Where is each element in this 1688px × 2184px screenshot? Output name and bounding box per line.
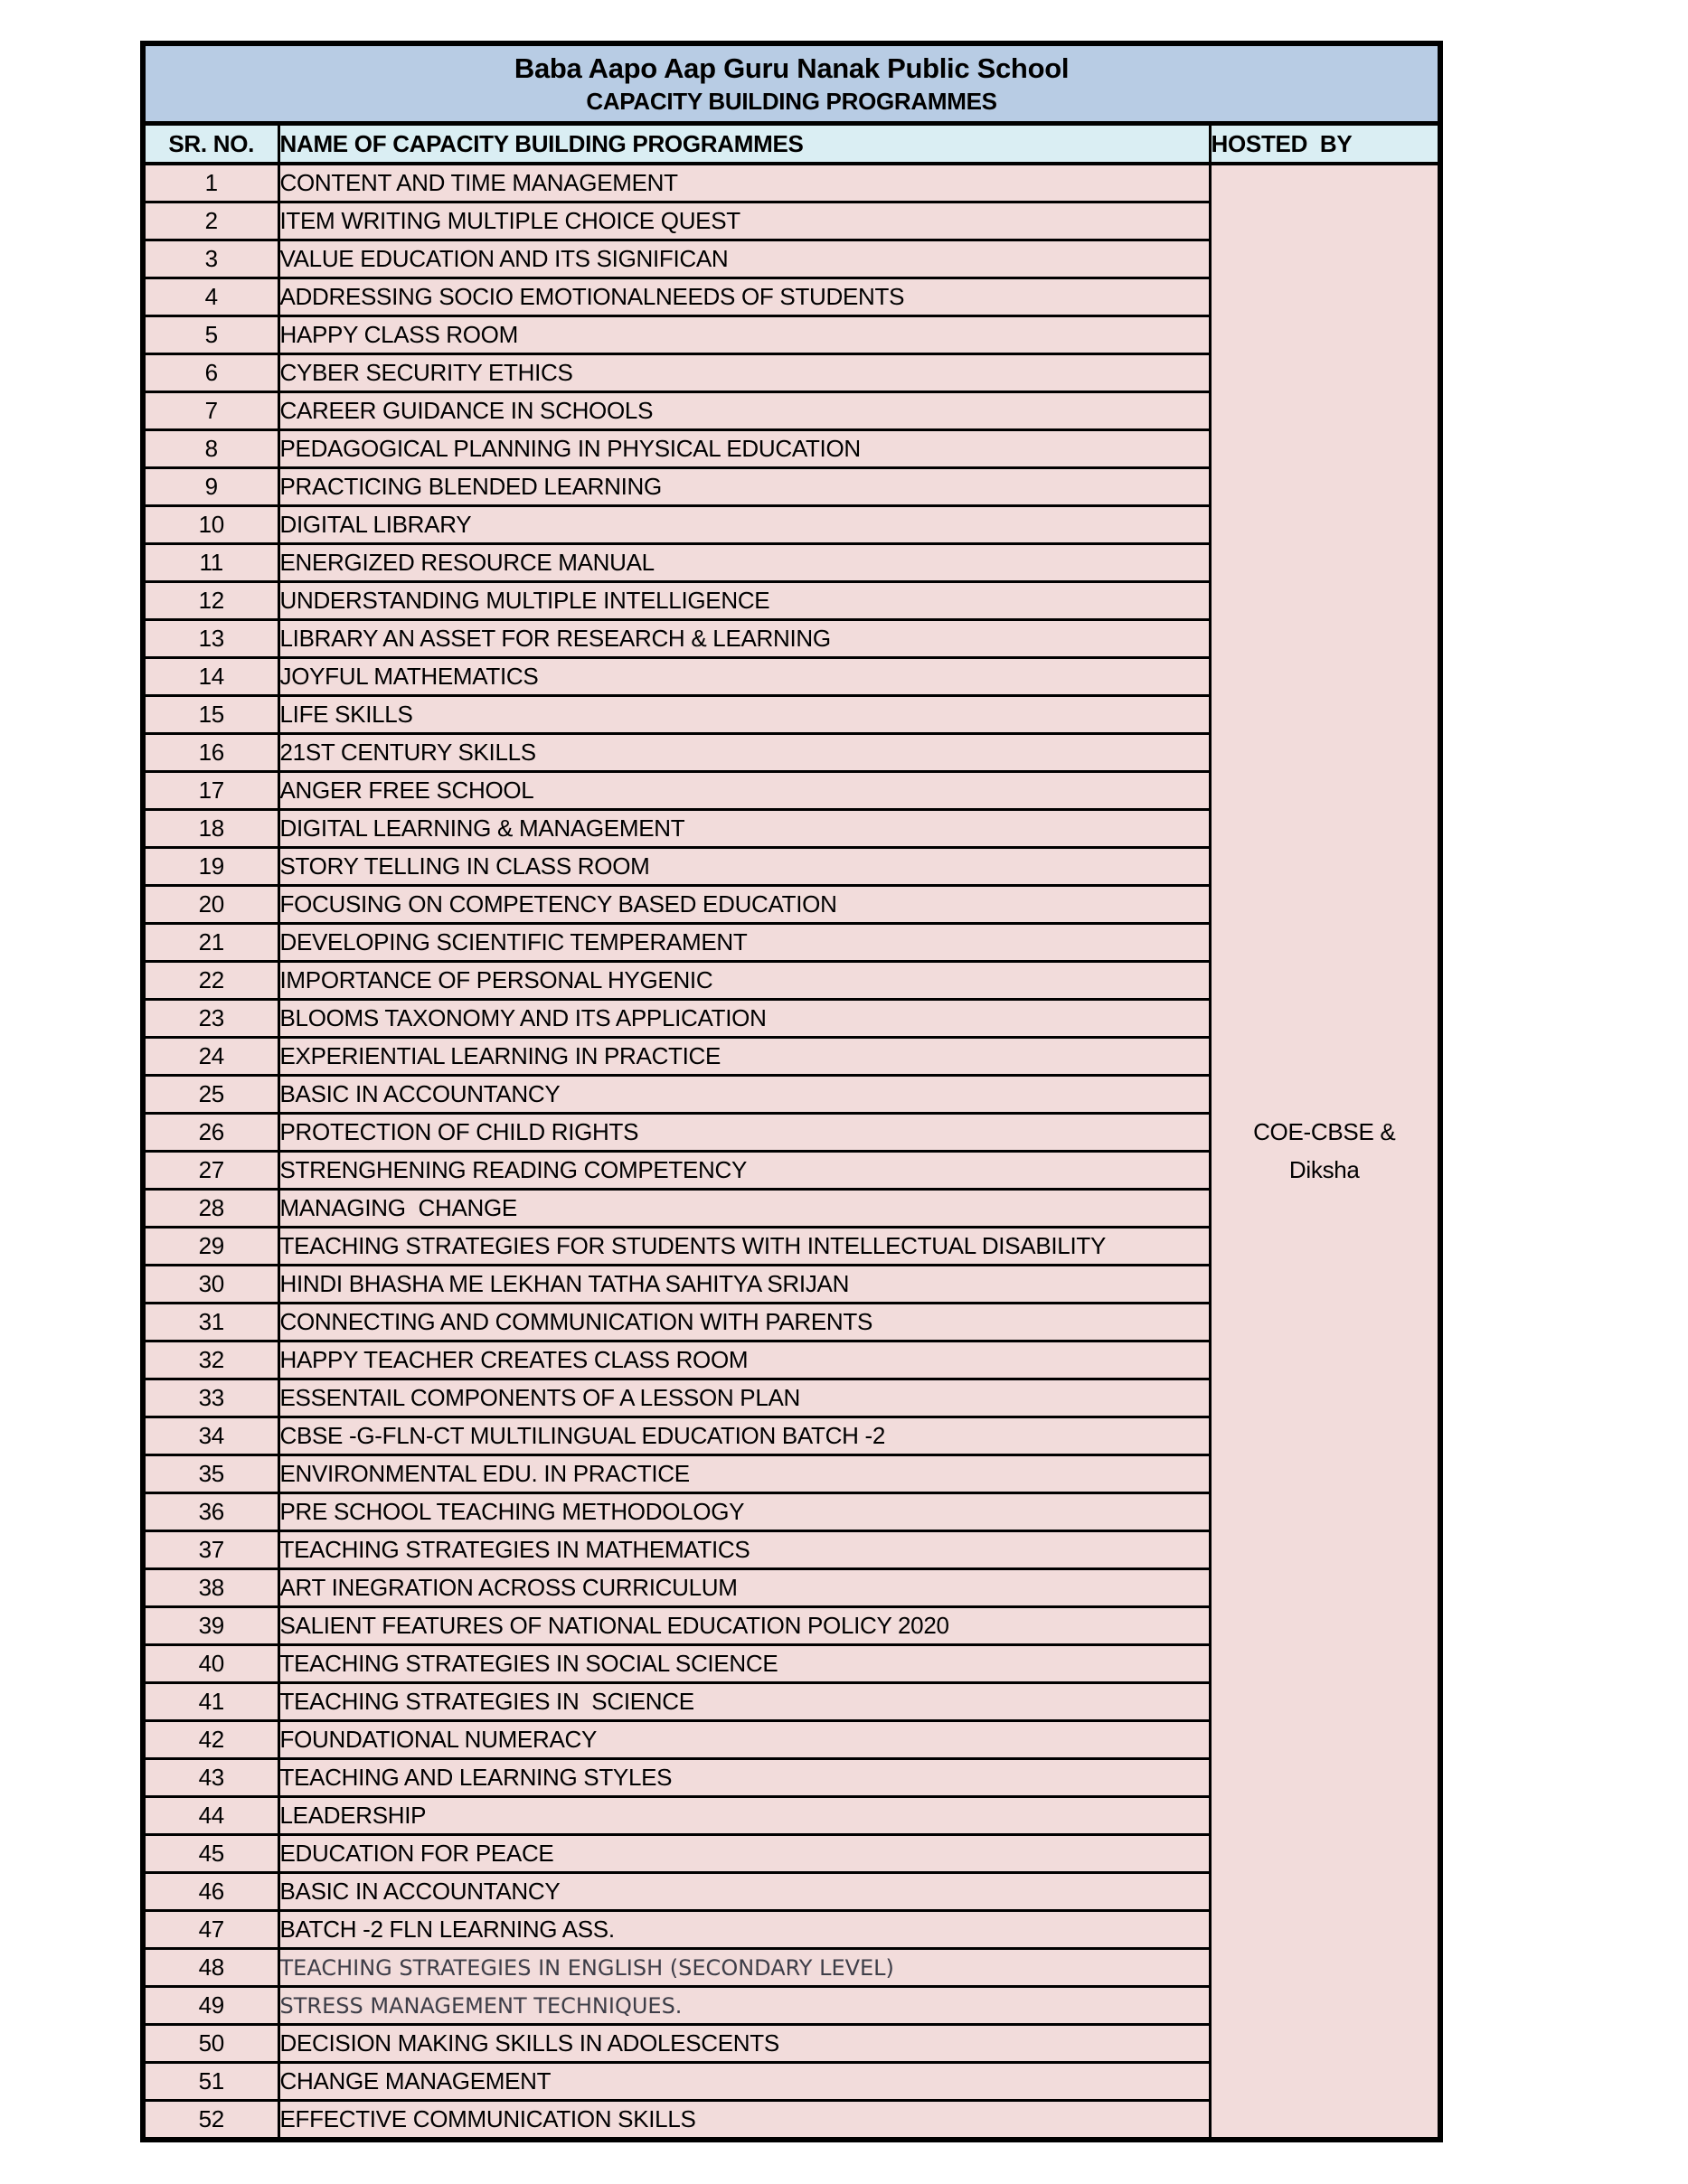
programme-name-cell: TEACHING STRATEGIES IN SCIENCE — [278, 1683, 1210, 1721]
programme-name-cell: ART INEGRATION ACROSS CURRICULUM — [278, 1569, 1210, 1607]
sr-no-cell: 5 — [143, 316, 278, 354]
sr-no-cell: 24 — [143, 1038, 278, 1076]
hosted-by-line1: COE-CBSE & — [1253, 1117, 1396, 1145]
programme-name-cell: MANAGING CHANGE — [278, 1190, 1210, 1228]
sr-no-cell: 43 — [143, 1759, 278, 1797]
programme-name-cell: STRENGHENING READING COMPETENCY — [278, 1152, 1210, 1190]
column-header-programme-name: NAME OF CAPACITY BUILDING PROGRAMMES — [278, 124, 1210, 165]
sr-no-cell: 25 — [143, 1076, 278, 1114]
sr-no-cell: 38 — [143, 1569, 278, 1607]
sr-no-cell: 3 — [143, 240, 278, 278]
column-header-sr-no: SR. NO. — [143, 124, 278, 165]
programme-name-cell: EDUCATION FOR PEACE — [278, 1835, 1210, 1873]
programme-name-cell: TEACHING STRATEGIES FOR STUDENTS WITH INTELLECTUAL DISABILITY — [278, 1228, 1210, 1266]
sr-no-cell: 11 — [143, 544, 278, 582]
programme-name-cell: HINDI BHASHA ME LEKHAN TATHA SAHITYA SRIJAN — [278, 1266, 1210, 1304]
sr-no-cell: 34 — [143, 1417, 278, 1455]
sr-no-cell: 12 — [143, 582, 278, 620]
sr-no-cell: 4 — [143, 278, 278, 316]
sr-no-cell: 17 — [143, 772, 278, 810]
programme-name-cell: BASIC IN ACCOUNTANCY — [278, 1076, 1210, 1114]
hosted-by-line2: Diksha — [1288, 1155, 1360, 1183]
programme-name-cell: CONTENT AND TIME MANAGEMENT — [278, 164, 1210, 202]
sr-no-cell: 30 — [143, 1266, 278, 1304]
programme-name-cell: CONNECTING AND COMMUNICATION WITH PARENTS — [278, 1304, 1210, 1341]
sr-no-cell: 8 — [143, 430, 278, 468]
sr-no-cell: 28 — [143, 1190, 278, 1228]
sr-no-cell: 19 — [143, 848, 278, 886]
programme-name-cell: FOUNDATIONAL NUMERACY — [278, 1721, 1210, 1759]
sr-no-cell: 40 — [143, 1645, 278, 1683]
table-subtitle: CAPACITY BUILDING PROGRAMMES — [586, 88, 997, 115]
programme-name-cell: ENERGIZED RESOURCE MANUAL — [278, 544, 1210, 582]
sr-no-cell: 42 — [143, 1721, 278, 1759]
programme-name-cell: PEDAGOGICAL PLANNING IN PHYSICAL EDUCATION — [278, 430, 1210, 468]
column-header-row — [143, 124, 1440, 165]
sr-no-cell: 1 — [143, 164, 278, 202]
programme-name-cell: ITEM WRITING MULTIPLE CHOICE QUEST — [278, 202, 1210, 240]
programme-name-cell: ANGER FREE SCHOOL — [278, 772, 1210, 810]
programme-name-cell: DIGITAL LIBRARY — [278, 506, 1210, 544]
hosted-by-cell — [1210, 164, 1440, 2140]
programme-name-cell: PROTECTION OF CHILD RIGHTS — [278, 1114, 1210, 1152]
programme-name-cell: STRESS MANAGEMENT TECHNIQUES. — [278, 1987, 1210, 2025]
sr-no-cell: 51 — [143, 2063, 278, 2101]
programme-name-cell: CYBER SECURITY ETHICS — [278, 354, 1210, 392]
programme-name-cell: PRACTICING BLENDED LEARNING — [278, 468, 1210, 506]
sr-no-cell: 9 — [143, 468, 278, 506]
sr-no-cell: 14 — [143, 658, 278, 696]
programme-name-cell: IMPORTANCE OF PERSONAL HYGENIC — [278, 962, 1210, 1000]
programme-name-cell: BATCH -2 FLN LEARNING ASS. — [278, 1911, 1210, 1949]
sr-no-cell: 41 — [143, 1683, 278, 1721]
sr-no-cell: 45 — [143, 1835, 278, 1873]
programme-name-cell: TEACHING STRATEGIES IN ENGLISH (SECONDARY LEVEL) — [278, 1949, 1210, 1987]
sr-no-cell: 15 — [143, 696, 278, 734]
programme-name-cell: DIGITAL LEARNING & MANAGEMENT — [278, 810, 1210, 848]
programme-name-cell: LEADERSHIP — [278, 1797, 1210, 1835]
title-band — [143, 43, 1440, 124]
sr-no-cell: 35 — [143, 1455, 278, 1493]
programme-name-cell: HAPPY CLASS ROOM — [278, 316, 1210, 354]
table-body — [143, 164, 1440, 2140]
capacity-building-table — [140, 41, 1443, 2142]
sr-no-cell: 2 — [143, 202, 278, 240]
programme-name-cell: PRE SCHOOL TEACHING METHODOLOGY — [278, 1493, 1210, 1531]
school-name: Baba Aapo Aap Guru Nanak Public School — [514, 52, 1070, 84]
programme-name-cell: FOCUSING ON COMPETENCY BASED EDUCATION — [278, 886, 1210, 924]
sr-no-cell: 36 — [143, 1493, 278, 1531]
programme-name-cell: EFFECTIVE COMMUNICATION SKILLS — [278, 2101, 1210, 2141]
sr-no-cell: 48 — [143, 1949, 278, 1987]
sr-no-cell: 46 — [143, 1873, 278, 1911]
programme-name-cell: VALUE EDUCATION AND ITS SIGNIFICAN — [278, 240, 1210, 278]
programme-name-cell: CHANGE MANAGEMENT — [278, 2063, 1210, 2101]
sr-no-cell: 26 — [143, 1114, 278, 1152]
programme-name-cell: STORY TELLING IN CLASS ROOM — [278, 848, 1210, 886]
sr-no-cell: 16 — [143, 734, 278, 772]
sr-no-cell: 22 — [143, 962, 278, 1000]
programme-name-cell: LIFE SKILLS — [278, 696, 1210, 734]
programme-name-cell: BLOOMS TAXONOMY AND ITS APPLICATION — [278, 1000, 1210, 1038]
sr-no-cell: 23 — [143, 1000, 278, 1038]
programme-name-cell: ADDRESSING SOCIO EMOTIONALNEEDS OF STUDENTS — [278, 278, 1210, 316]
sr-no-cell: 47 — [143, 1911, 278, 1949]
programme-name-cell: CAREER GUIDANCE IN SCHOOLS — [278, 392, 1210, 430]
programme-name-cell: BASIC IN ACCOUNTANCY — [278, 1873, 1210, 1911]
programme-name-cell: EXPERIENTIAL LEARNING IN PRACTICE — [278, 1038, 1210, 1076]
programme-name-cell: HAPPY TEACHER CREATES CLASS ROOM — [278, 1341, 1210, 1379]
sr-no-cell: 13 — [143, 620, 278, 658]
programme-name-cell: SALIENT FEATURES OF NATIONAL EDUCATION POLICY 2020 — [278, 1607, 1210, 1645]
programme-name-cell: JOYFUL MATHEMATICS — [278, 658, 1210, 696]
sr-no-cell: 18 — [143, 810, 278, 848]
sr-no-cell: 21 — [143, 924, 278, 962]
sr-no-cell: 7 — [143, 392, 278, 430]
sr-no-cell: 20 — [143, 886, 278, 924]
programme-name-cell: DEVELOPING SCIENTIFIC TEMPERAMENT — [278, 924, 1210, 962]
column-header-hosted-by: HOSTED BY — [1210, 124, 1440, 165]
programme-name-cell: TEACHING STRATEGIES IN MATHEMATICS — [278, 1531, 1210, 1569]
sr-no-cell: 32 — [143, 1341, 278, 1379]
sr-no-cell: 10 — [143, 506, 278, 544]
sr-no-cell: 27 — [143, 1152, 278, 1190]
sr-no-cell: 44 — [143, 1797, 278, 1835]
sr-no-cell: 33 — [143, 1379, 278, 1417]
title-cell — [143, 43, 1440, 124]
programme-name-cell: UNDERSTANDING MULTIPLE INTELLIGENCE — [278, 582, 1210, 620]
table-row — [143, 164, 1440, 202]
programme-name-cell: TEACHING AND LEARNING STYLES — [278, 1759, 1210, 1797]
sr-no-cell: 39 — [143, 1607, 278, 1645]
programme-name-cell: DECISION MAKING SKILLS IN ADOLESCENTS — [278, 2025, 1210, 2063]
sr-no-cell: 29 — [143, 1228, 278, 1266]
sr-no-cell: 50 — [143, 2025, 278, 2063]
programme-name-cell: LIBRARY AN ASSET FOR RESEARCH & LEARNING — [278, 620, 1210, 658]
programme-name-cell: 21ST CENTURY SKILLS — [278, 734, 1210, 772]
programme-name-cell: ENVIRONMENTAL EDU. IN PRACTICE — [278, 1455, 1210, 1493]
sr-no-cell: 31 — [143, 1304, 278, 1341]
sr-no-cell: 49 — [143, 1987, 278, 2025]
sr-no-cell: 37 — [143, 1531, 278, 1569]
programme-name-cell: CBSE -G-FLN-CT MULTILINGUAL EDUCATION BATCH -2 — [278, 1417, 1210, 1455]
programme-name-cell: ESSENTAIL COMPONENTS OF A LESSON PLAN — [278, 1379, 1210, 1417]
sr-no-cell: 52 — [143, 2101, 278, 2141]
sr-no-cell: 6 — [143, 354, 278, 392]
programme-name-cell: TEACHING STRATEGIES IN SOCIAL SCIENCE — [278, 1645, 1210, 1683]
